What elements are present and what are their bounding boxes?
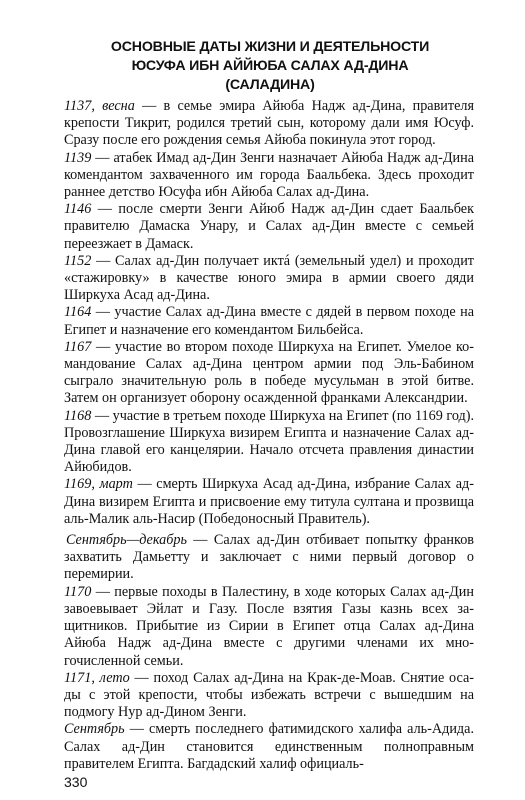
entry-text: — участие во втором походе Ширкуха на Египет. Умелое командование Салах ад-Дина центром армии под Эль-Бабином сыграло значительную роль в победе мусульман в этой битве. Затем он организует оборону осажденной франками Александрии. <box>64 338 474 407</box>
entry-text: — смерть Ширкуха Асад ад-Дина, избрание Салах ад-Дина визирем Египта и присвоение ему титула султана и прозвища аль-Малик аль-Насир (Победоносный Правитель). <box>64 476 474 527</box>
entry-text: — после смерти Зенги Айюб Надж ад-Дин сдает Баальбек правителю Дамаска Унару, и Салах ад-Дин вместе с семьей переезжает в Дамаск. <box>64 201 474 252</box>
entry-date: 1152 <box>64 252 92 269</box>
chronology-entry-1170 <box>64 584 474 670</box>
chronology-entry-1167 <box>64 339 474 408</box>
entry-date: 1168 <box>64 407 92 424</box>
entry-date: Сентябрь—декабрь <box>66 532 187 549</box>
chronology-list <box>64 98 474 773</box>
entry-text: — участие Салах ад-Дина вместе с дядей в первом походе на Египет и назначение его комендантом Бильбейса. <box>64 304 474 338</box>
entry-date: 1146 <box>64 201 92 218</box>
entry-date: Сентябрь <box>64 721 125 738</box>
chronology-entry-1169-march <box>64 476 474 528</box>
entry-text: — Салах ад-Дин отбивает попытку франков захватить Дамьетту и заключает с ними первый договор о перемирии. <box>64 532 474 583</box>
entry-text: — участие в третьем походе Ширкуха на Египет (по 1169 год). Провозглашение Ширкуха визирем Египта и назначение Салах ад-Дина главой его канцелярии. Начало отсчета правления династии Айюбидов. <box>64 407 474 476</box>
entry-date: 1167 <box>64 338 92 355</box>
page-title <box>60 38 480 95</box>
entry-date: 1171, лето <box>64 669 130 686</box>
chronology-entry-1168 <box>64 408 474 477</box>
entry-text: — первые походы в Палестину, в ходе которых Салах ад-Дин завоевывает Эйлат и Газу. После взятия Газы казнь всех защитников. Прибытие из Сирии в Египет отца Салах ад-Дина Айюба Надж ад-Дина вместе с другими членами их многочисленной семьи. <box>64 583 474 669</box>
entry-date: 1170 <box>64 583 92 600</box>
entry-text: — поход Салах ад-Дина на Крак-де-Моав. Снятие осады с этой крепости, чтобы избежать встречи с вышедшим на подмогу Нур ад-Дином Зенги. <box>64 669 474 721</box>
entry-date: 1137, весна <box>64 98 135 114</box>
title-line-2: ЮСУФА ИБН АЙЙЮБА САЛАХ АД-ДИНА <box>131 58 409 74</box>
entry-text: — в семье эмира Айюба Надж ад-Дина, правителя крепости Тикрит, родился третий сын, которому дали имя Юсуф. Сразу после его рождения семья Айюба покинула этот город. <box>64 98 474 149</box>
chronology-entry-1164 <box>64 304 474 338</box>
title-line-1: ОСНОВНЫЕ ДАТЫ ЖИЗНИ И ДЕЯТЕЛЬНОСТИ <box>110 39 430 55</box>
entry-text: — атабек Имад ад-Дин Зенги назначает Айюба Надж ад-Дина комендантом захваченного им города Баальбека. Здесь проходит раннее детство Юсуфа ибн Айюба Салах ад-Дина. <box>64 149 474 201</box>
chronology-subentry-september <box>64 721 474 773</box>
entry-date: 1169, март <box>64 476 133 493</box>
title-line-3: (САЛАДИНА) <box>225 77 315 93</box>
chronology-subentry-sept-dec <box>64 532 474 584</box>
entry-text: — Салах ад-Дин получает иктá (земельный удел) и проходит «стажировку» в качестве юного эмира в армии своего дяди Ширкуха Асад ад-Дина. <box>64 252 474 304</box>
chronology-entry-1152 <box>64 253 474 305</box>
chronology-entry-1137 <box>64 98 474 150</box>
chronology-entry-1146 <box>64 201 474 253</box>
entry-date: 1164 <box>64 304 92 321</box>
chronology-entry-1171-summer <box>64 670 474 722</box>
page-number: 330 <box>64 774 88 790</box>
chronology-entry-1139 <box>64 150 474 202</box>
entry-text: — смерть последнего фатимидского халифа аль-Адида. Салах ад-Дин становится единственным полноправным правителем Египта. Багдадский халиф официаль- <box>64 721 474 772</box>
entry-date: 1139 <box>64 149 92 166</box>
